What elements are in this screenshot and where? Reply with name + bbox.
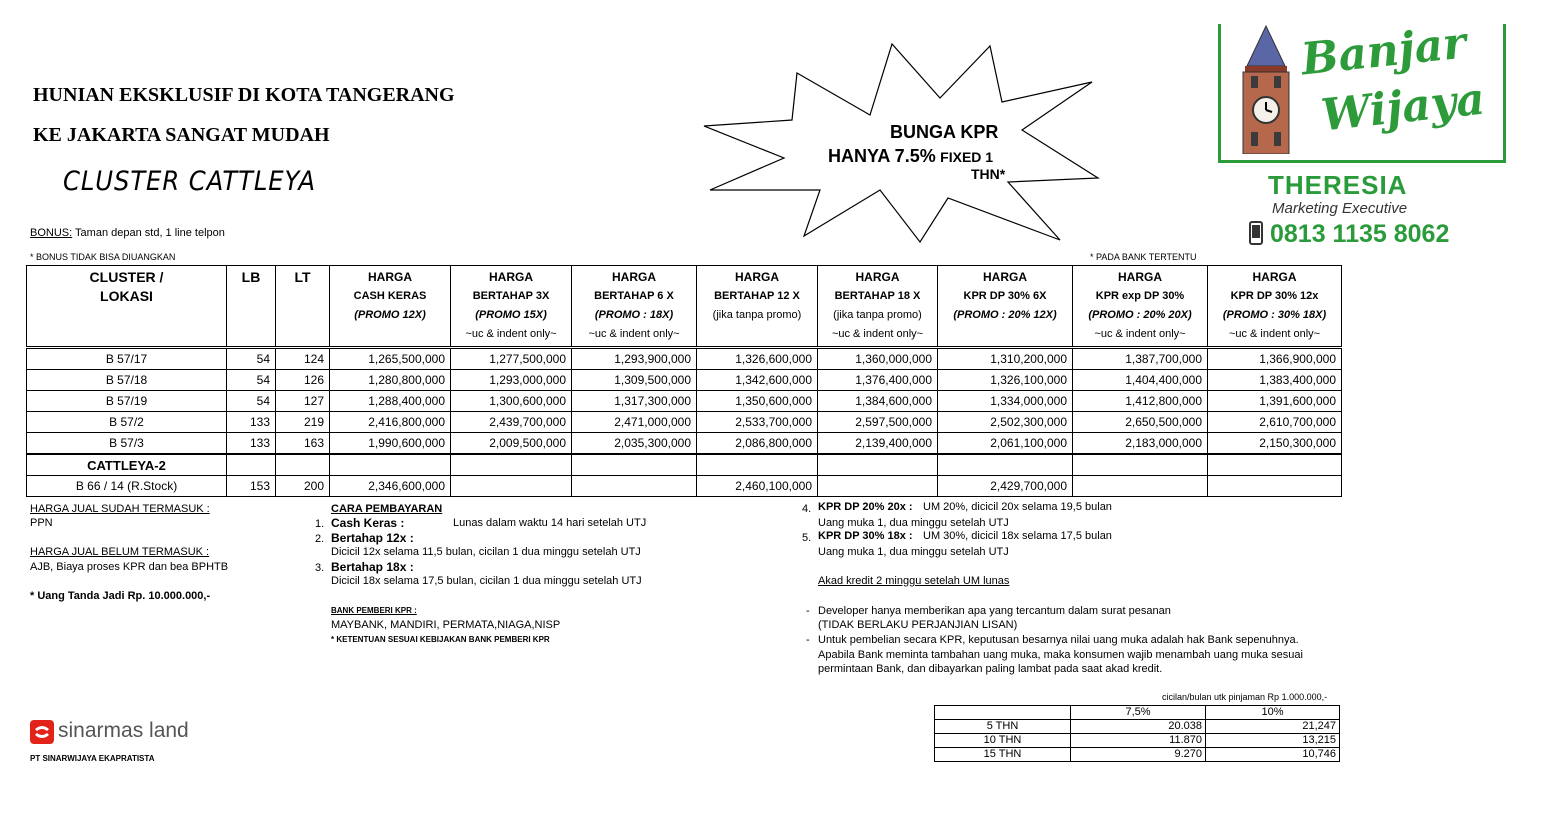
cara-num-1: 1. bbox=[315, 518, 325, 530]
kpr-num-5: 5. bbox=[802, 532, 812, 544]
col-header-line: ~uc & indent only~ bbox=[465, 328, 557, 340]
table-cell: 1,376,400,000 bbox=[818, 370, 938, 391]
kpr-num-4: 4. bbox=[802, 503, 812, 515]
col-header-line: LOKASI bbox=[100, 288, 153, 304]
table-row bbox=[27, 391, 1342, 412]
bonus-text: Taman depan std, 1 line telpon bbox=[75, 227, 225, 239]
col-header bbox=[27, 266, 227, 348]
cara-label-1: Cash Keras : bbox=[331, 516, 405, 530]
col-header-line: (jika tanpa promo) bbox=[833, 309, 922, 321]
table-cell: 2,061,100,000 bbox=[938, 433, 1073, 455]
utj-note: * Uang Tanda Jadi Rp. 10.000.000,- bbox=[30, 590, 211, 602]
termasuk-value: PPN bbox=[30, 517, 53, 529]
col-header bbox=[451, 266, 572, 348]
table-cell: 2,086,800,000 bbox=[697, 433, 818, 455]
col-header-line: (jika tanpa promo) bbox=[712, 309, 802, 321]
col-header-line: CLUSTER / bbox=[89, 269, 164, 285]
table-row bbox=[27, 348, 1342, 370]
table-cell: 2,009,500,000 bbox=[451, 433, 572, 455]
col-header-line: ~uc & indent only~ bbox=[831, 328, 924, 340]
table-cell: 2,035,300,000 bbox=[572, 433, 697, 455]
col-header-line: (PROMO 12X) bbox=[354, 309, 426, 321]
table-cell bbox=[451, 476, 572, 497]
table-cell bbox=[572, 476, 697, 497]
col-header-line: BERTAHAP 12 X bbox=[714, 290, 800, 302]
table-cell: 1,387,700,000 bbox=[1073, 348, 1208, 370]
table-cell: 153 bbox=[227, 476, 276, 497]
table-cell: 1,288,400,000 bbox=[330, 391, 451, 412]
col-header-line: CASH KERAS bbox=[353, 290, 427, 302]
belum-value: AJB, Biaya proses KPR dan bea BPHTB bbox=[30, 561, 229, 573]
promo-starburst bbox=[700, 40, 1100, 245]
col-header-line: LT bbox=[294, 269, 311, 285]
starburst-line1: BUNGA KPR bbox=[890, 122, 999, 142]
col-header-line: KPR DP 30% 6X bbox=[963, 290, 1047, 302]
cicilan-row bbox=[935, 748, 1340, 762]
cicilan-cell: 15 THN bbox=[935, 748, 1071, 762]
col-header-line: ~uc & indent only~ bbox=[1228, 328, 1321, 340]
sinarmas-logo-icon bbox=[30, 720, 54, 744]
table-cell: 1,404,400,000 bbox=[1073, 370, 1208, 391]
table-cell: 1,300,600,000 bbox=[451, 391, 572, 412]
cicilan-table-body bbox=[935, 706, 1340, 762]
cara-label-3: Bertahap 18x : bbox=[331, 560, 414, 574]
table-cell bbox=[938, 454, 1073, 476]
cara-num-3: 3. bbox=[315, 562, 325, 574]
table-cell: 1,293,000,000 bbox=[451, 370, 572, 391]
col-header-line: BERTAHAP 3X bbox=[472, 290, 550, 302]
table-cell: 1,366,900,000 bbox=[1208, 348, 1342, 370]
kpr-label-4: KPR DP 20% 20x : bbox=[818, 501, 913, 513]
table-cell: 1,326,600,000 bbox=[697, 348, 818, 370]
table-cell: 2,346,600,000 bbox=[330, 476, 451, 497]
bank-note: * PADA BANK TERTENTU bbox=[1090, 252, 1197, 262]
price-table bbox=[26, 265, 1342, 497]
table-cell: 1,360,000,000 bbox=[818, 348, 938, 370]
col-header-line: LB bbox=[241, 269, 261, 285]
kpr-text-4: UM 20%, dicicil 20x selama 19,5 bulan bbox=[923, 501, 1112, 513]
col-header-line: (PROMO : 20% 20X) bbox=[1088, 309, 1192, 321]
table-cell bbox=[697, 454, 818, 476]
table-cell bbox=[572, 454, 697, 476]
table-cell: 1,309,500,000 bbox=[572, 370, 697, 391]
table-cell: 1,990,600,000 bbox=[330, 433, 451, 455]
table-cell bbox=[451, 454, 572, 476]
col-header bbox=[1208, 266, 1342, 348]
table-cell: 1,280,800,000 bbox=[330, 370, 451, 391]
termasuk-label: HARGA JUAL SUDAH TERMASUK : bbox=[30, 503, 210, 515]
col-header-line: HARGA bbox=[1118, 270, 1162, 284]
bonus-label: BONUS: bbox=[30, 227, 73, 239]
cicilan-header-cell bbox=[935, 706, 1071, 720]
cicilan-header-cell: 10% bbox=[1206, 706, 1340, 720]
table-cell: 2,610,700,000 bbox=[1208, 412, 1342, 433]
table-cell: 1,334,000,000 bbox=[938, 391, 1073, 412]
bonus-line bbox=[30, 227, 225, 239]
table-cell: 54 bbox=[227, 370, 276, 391]
col-header bbox=[276, 266, 330, 348]
cara-text-2: Dicicil 12x selama 11,5 bulan, cicilan 1 dua minggu setelah UTJ bbox=[331, 546, 641, 558]
disclaimer-2c: permintaan Bank, dan dibayarkan paling lambat pada saat akad kredit. bbox=[818, 663, 1163, 675]
table-cell bbox=[227, 454, 276, 476]
table-cell: 1,293,900,000 bbox=[572, 348, 697, 370]
table-cell bbox=[276, 454, 330, 476]
table-row bbox=[27, 454, 1342, 476]
sinarmas-brand: sinarmas land bbox=[58, 719, 189, 742]
col-header-line: KPR exp DP 30% bbox=[1095, 290, 1185, 302]
table-row bbox=[27, 370, 1342, 391]
dash-1: - bbox=[806, 605, 810, 617]
table-cell: 1,277,500,000 bbox=[451, 348, 572, 370]
table-row bbox=[27, 412, 1342, 433]
cicilan-cell: 11.870 bbox=[1071, 734, 1206, 748]
table-cell: 1,342,600,000 bbox=[697, 370, 818, 391]
table-cell: 1,350,600,000 bbox=[697, 391, 818, 412]
table-cell: 2,650,500,000 bbox=[1073, 412, 1208, 433]
table-cell: B 57/17 bbox=[27, 348, 227, 370]
cicilan-cell: 10,746 bbox=[1206, 748, 1340, 762]
agent-name: THERESIA bbox=[1268, 170, 1408, 200]
table-cell: 2,597,500,000 bbox=[818, 412, 938, 433]
cluster-title: CLUSTER CATTLEYA bbox=[63, 166, 316, 197]
price-table-header bbox=[27, 266, 1342, 348]
col-header-line: ~uc & indent only~ bbox=[1094, 328, 1186, 340]
cicilan-row bbox=[935, 734, 1340, 748]
col-header-line: (PROMO : 18X) bbox=[594, 309, 674, 321]
col-header-line: KPR DP 30% 12x bbox=[1230, 290, 1319, 302]
agent-title: Marketing Executive bbox=[1272, 200, 1408, 217]
table-cell bbox=[330, 454, 451, 476]
table-row bbox=[27, 433, 1342, 455]
table-cell: 1,383,400,000 bbox=[1208, 370, 1342, 391]
cara-num-2: 2. bbox=[315, 533, 325, 545]
col-header-line: HARGA bbox=[489, 270, 533, 284]
table-cell: 1,384,600,000 bbox=[818, 391, 938, 412]
col-header-line: (PROMO 15X) bbox=[475, 309, 547, 321]
cara-text-1: Lunas dalam waktu 14 hari setelah UTJ bbox=[453, 517, 647, 529]
kpr-sub-4: Uang muka 1, dua minggu setelah UTJ bbox=[818, 517, 1009, 529]
table-cell: 200 bbox=[276, 476, 330, 497]
table-cell: 1,412,800,000 bbox=[1073, 391, 1208, 412]
table-cell bbox=[1208, 476, 1342, 497]
cicilan-cell: 5 THN bbox=[935, 720, 1071, 734]
table-cell: 1,391,600,000 bbox=[1208, 391, 1342, 412]
table-cell: 1,317,300,000 bbox=[572, 391, 697, 412]
disclaimer-1: Developer hanya memberikan apa yang tercantum dalam surat pesanan bbox=[818, 605, 1171, 617]
cicilan-cell: 20.038 bbox=[1071, 720, 1206, 734]
table-cell: B 57/3 bbox=[27, 433, 227, 455]
table-cell bbox=[1208, 454, 1342, 476]
agent-phone[interactable]: 0813 1135 8062 bbox=[1270, 220, 1450, 248]
col-header bbox=[697, 266, 818, 348]
starburst-line3: THN* bbox=[971, 166, 1006, 182]
table-cell bbox=[818, 454, 938, 476]
col-header-line: BERTAHAP 18 X bbox=[834, 290, 921, 302]
table-cell: 219 bbox=[276, 412, 330, 433]
cicilan-header-row bbox=[935, 706, 1340, 720]
col-header-line: (PROMO : 20% 12X) bbox=[953, 309, 1057, 321]
col-header bbox=[938, 266, 1073, 348]
col-header-line: HARGA bbox=[735, 270, 779, 284]
table-cell: 124 bbox=[276, 348, 330, 370]
table-cell: 2,439,700,000 bbox=[451, 412, 572, 433]
col-header-line: HARGA bbox=[1252, 270, 1297, 284]
col-header bbox=[572, 266, 697, 348]
clock-tower-icon bbox=[1235, 24, 1297, 154]
kpr-label-5: KPR DP 30% 18x : bbox=[818, 530, 913, 542]
dash-2: - bbox=[806, 634, 810, 646]
col-header-line: HARGA bbox=[983, 270, 1027, 284]
bank-label: BANK PEMBERI KPR : bbox=[331, 606, 417, 615]
table-cell: 1,310,200,000 bbox=[938, 348, 1073, 370]
table-cell: B 66 / 14 (R.Stock) bbox=[27, 476, 227, 497]
col-header-line: ~uc & indent only~ bbox=[588, 328, 680, 340]
table-cell: 133 bbox=[227, 433, 276, 455]
cicilan-table bbox=[934, 705, 1340, 762]
table-cell: 2,416,800,000 bbox=[330, 412, 451, 433]
col-header-line: BERTAHAP 6 X bbox=[594, 290, 674, 302]
bank-list: MAYBANK, MANDIRI, PERMATA,NIAGA,NISP bbox=[331, 619, 561, 631]
headline-1: HUNIAN EKSKLUSIF DI KOTA TANGERANG bbox=[33, 84, 455, 106]
col-header bbox=[330, 266, 451, 348]
bonus-note: * BONUS TIDAK BISA DIUANGKAN bbox=[30, 252, 176, 262]
cara-label-2: Bertahap 12x : bbox=[331, 531, 414, 545]
table-row bbox=[27, 476, 1342, 497]
table-cell: 127 bbox=[276, 391, 330, 412]
col-header-line: (PROMO : 30% 18X) bbox=[1222, 309, 1327, 321]
table-cell: B 57/18 bbox=[27, 370, 227, 391]
table-cell: 1,265,500,000 bbox=[330, 348, 451, 370]
table-cell: B 57/2 bbox=[27, 412, 227, 433]
headline-2: KE JAKARTA SANGAT MUDAH bbox=[33, 124, 330, 146]
kpr-text-5: UM 30%, dicicil 18x selama 17,5 bulan bbox=[923, 530, 1112, 542]
cicilan-header-cell: 7,5% bbox=[1071, 706, 1206, 720]
logo-word-wijaya: Wijaya bbox=[1318, 73, 1488, 142]
banjar-wijaya-logo bbox=[1218, 17, 1506, 163]
cara-text-3: Dicicil 18x selama 17,5 bulan, cicilan 1 dua minggu setelah UTJ bbox=[331, 575, 642, 587]
table-cell: 2,471,000,000 bbox=[572, 412, 697, 433]
col-header-line: HARGA bbox=[612, 270, 656, 284]
table-cell bbox=[1073, 454, 1208, 476]
cicilan-cell: 13,215 bbox=[1206, 734, 1340, 748]
col-header-line: HARGA bbox=[855, 270, 900, 284]
table-cell: B 57/19 bbox=[27, 391, 227, 412]
col-header-line: HARGA bbox=[368, 270, 412, 284]
table-cell: 1,326,100,000 bbox=[938, 370, 1073, 391]
cicilan-cell: 9.270 bbox=[1071, 748, 1206, 762]
starburst-rate: HANYA 7.5% bbox=[828, 146, 936, 166]
col-header bbox=[227, 266, 276, 348]
belum-label: HARGA JUAL BELUM TERMASUK : bbox=[30, 546, 210, 558]
table-cell: 54 bbox=[227, 348, 276, 370]
table-cell: 2,502,300,000 bbox=[938, 412, 1073, 433]
disclaimer-2: Untuk pembelian secara KPR, keputusan besarnya nilai uang muka adalah hak Bank sepenuhnya. bbox=[818, 634, 1299, 646]
cicilan-row bbox=[935, 720, 1340, 734]
table-cell bbox=[818, 476, 938, 497]
starburst-fixed: FIXED 1 bbox=[940, 149, 994, 165]
table-cell: 2,183,000,000 bbox=[1073, 433, 1208, 455]
cicilan-cell: 21,247 bbox=[1206, 720, 1340, 734]
col-header bbox=[818, 266, 938, 348]
disclaimer-1b: (TIDAK BERLAKU PERJANJIAN LISAN) bbox=[818, 619, 1018, 631]
table-cell bbox=[1073, 476, 1208, 497]
cicilan-caption: cicilan/bulan utk pinjaman Rp 1.000.000,- bbox=[1162, 692, 1328, 702]
cara-title: CARA PEMBAYARAN bbox=[331, 503, 443, 515]
table-cell: 126 bbox=[276, 370, 330, 391]
akad-note: Akad kredit 2 minggu setelah UM lunas bbox=[818, 575, 1010, 587]
table-cell: CATTLEYA-2 bbox=[27, 454, 227, 476]
table-cell: 2,150,300,000 bbox=[1208, 433, 1342, 455]
kpr-sub-5: Uang muka 1, dua minggu setelah UTJ bbox=[818, 546, 1009, 558]
col-header bbox=[1073, 266, 1208, 348]
table-cell: 2,429,700,000 bbox=[938, 476, 1073, 497]
cicilan-cell: 10 THN bbox=[935, 734, 1071, 748]
price-table-body bbox=[27, 348, 1342, 497]
table-cell: 2,533,700,000 bbox=[697, 412, 818, 433]
bank-policy-note: * KETENTUAN SESUAI KEBIJAKAN BANK PEMBERI KPR bbox=[331, 635, 550, 644]
table-cell: 2,460,100,000 bbox=[697, 476, 818, 497]
table-cell: 2,139,400,000 bbox=[818, 433, 938, 455]
company-name: PT SINARWIJAYA EKAPRATISTA bbox=[30, 754, 155, 763]
phone-icon bbox=[1249, 221, 1263, 245]
table-cell: 133 bbox=[227, 412, 276, 433]
disclaimer-2b: Apabila Bank meminta tambahan uang muka, maka konsumen wajib menambah uang muka sesuai bbox=[818, 649, 1303, 661]
logo-word-banjar: Banjar bbox=[1298, 17, 1469, 86]
table-cell: 54 bbox=[227, 391, 276, 412]
table-cell: 163 bbox=[276, 433, 330, 455]
